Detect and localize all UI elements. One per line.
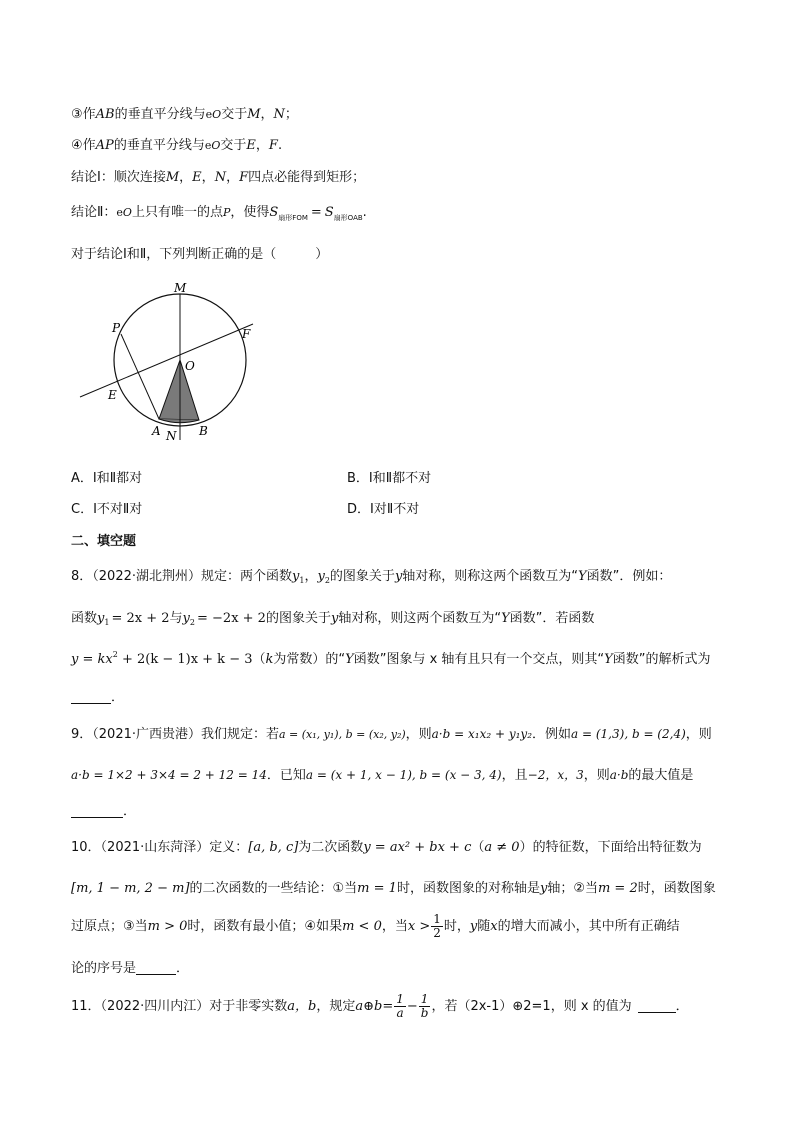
- q10-line-2: [m, 1 − m, 2 − m]的二次函数的一些结论：①当m = 1时，函数图象的对称轴是y轴；②当m = 2时，函数图象: [71, 881, 716, 896]
- label-e: E: [108, 388, 117, 402]
- q10-line-3: 过原点；③当m > 0时，函数有最小值；④如果m < 0，当x > $\frac{1}{2}$ 时，y随x的增大而减小，其中所有正确结: [71, 912, 680, 940]
- label-b: B: [199, 424, 208, 438]
- option-c[interactable]: C．Ⅰ不对Ⅱ对: [71, 502, 143, 517]
- q9-line-3: ．: [71, 800, 136, 819]
- conclusion-2: 结论Ⅱ：eO上只有唯一的点P，使得$S_{扇形FOM} = S_{扇形OAB}$.: [71, 205, 367, 222]
- label-f: F: [242, 327, 251, 341]
- step-3: ③作AB的垂直平分线与eO交于M，N；: [71, 107, 298, 122]
- section-fill-in-blank: 二、填空题: [71, 534, 137, 549]
- conclusion-1: 结论Ⅰ：顺次连接M，E，N，F四点必能得到矩形；: [71, 170, 366, 185]
- q9-line-2: a·b = 1×2 + 3×4 = 2 + 12 = 14．已知a = (x + 1, x − 1), b = (x − 3, 4)，且−2，x，3，则a·b的最大值是: [71, 768, 694, 783]
- q8-answer-blank[interactable]: [71, 691, 111, 704]
- label-a: A: [152, 424, 161, 438]
- q9-answer-blank[interactable]: [71, 805, 123, 818]
- q8-line-2: 函数$y_1 = 2x + 2$与$y_2 = -2x + 2$的图象关于y轴对称，则这两个函数互为“Y函数”．若函数: [71, 611, 595, 627]
- q9-line-1: 9．（2021·广西贵港）我们规定：若a = (x₁, y₁), b = (x₂, y₂)，则a·b = x₁x₂ + y₁y₂．例如a = (1,3), b = (2,4)，则: [71, 727, 712, 742]
- q10-answer-blank[interactable]: [136, 962, 176, 975]
- q8-line-3: $y = kx^2 + 2(k - 1)x + k - 3(k$为常数）的“Y函数”图象与 x 轴有且只有一个交点，则其“Y函数”的解析式为: [71, 650, 711, 667]
- q11-answer-blank[interactable]: [638, 1000, 676, 1013]
- label-n: N: [166, 429, 177, 443]
- fraction-one-half: $\frac{1}{2}$: [433, 912, 441, 940]
- q8-line-1: 8．（2022·湖北荆州）规定：两个函数$y_1$，$y_2$的图象关于y轴对称，则称这两个函数互为“Y函数”．例如：: [71, 569, 672, 585]
- fraction-one-over-b: $\frac{1}{b}$: [420, 992, 429, 1020]
- q11-line-1: 11．（2022·四川内江）对于非零实数a，b，规定a⊕b= $\frac{1}{a}$ − $\frac{1}{b}$ ，若（2x-1）⊕2=1，则 x 的值为 ．: [71, 992, 689, 1020]
- question-7-stem: 对于结论Ⅰ和Ⅱ，下列判断正确的是（ ）: [71, 247, 329, 262]
- option-d[interactable]: D．Ⅰ对Ⅱ不对: [347, 502, 420, 517]
- q10-line-1: 10．（2021·山东菏泽）定义：[a, b, c]为二次函数y = ax² + bx + c（a ≠ 0）的特征数，下面给出特征数为: [71, 840, 702, 855]
- q10-line-4: 论的序号是 ．: [71, 961, 190, 976]
- segment-ap: [121, 334, 159, 419]
- line-ef: [80, 324, 253, 397]
- option-b[interactable]: B．Ⅰ和Ⅱ都不对: [347, 471, 432, 486]
- label-o: O: [185, 359, 195, 373]
- step-4: ④作AP的垂直平分线与eO交于E，F.: [71, 138, 283, 153]
- q8-line-4: ．: [71, 686, 124, 705]
- circle-geometry-figure: [75, 278, 275, 448]
- label-m: M: [174, 281, 187, 295]
- option-a[interactable]: A．Ⅰ和Ⅱ都对: [71, 471, 143, 486]
- label-p: P: [112, 321, 121, 335]
- fraction-one-over-a: $\frac{1}{a}$: [396, 992, 404, 1020]
